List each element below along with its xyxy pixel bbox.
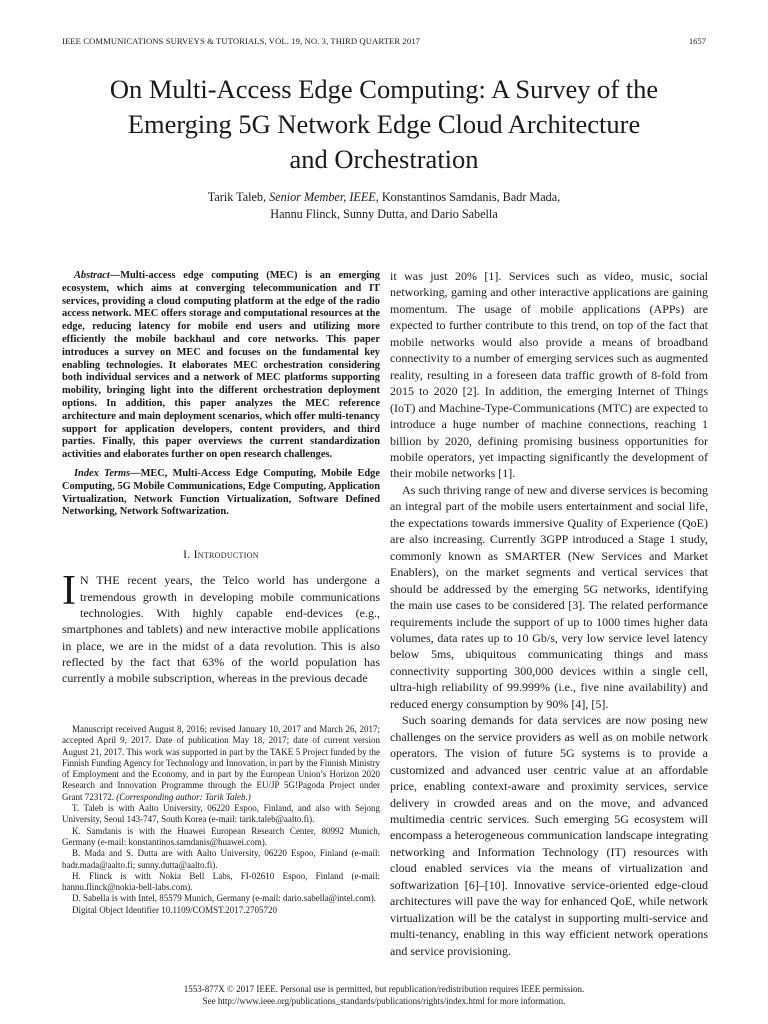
right-column [390, 268, 708, 959]
title-line-3: and Orchestration [289, 144, 479, 174]
footnote-flinck: H. Flinck is with Nokia Bell Labs, FI-02610 Espoo, Finland (e-mail: hannu.flinck@nokia-bell-labs.com). [62, 870, 380, 893]
intro-text: N THE recent years, the Telco world has undergone a tremendous growth in developing mobile communications technologies. With highly capable end-devices (e.g., smartphones and tablets) and new interactive mobile applications in place, we are in the midst of a data revolution. This is also reflected by the fact that 63% of the world population has currently a mobile subscription, whereas in the previous decade [62, 573, 380, 686]
footnote-corresponding: (Corresponding author: Tarik Taleb.) [116, 791, 251, 802]
index-terms-text: —MEC, Multi-Access Edge Computing, Mobile Edge Computing, 5G Mobile Communications, Edge Computing, Application Virtualization, Network Function Virtualization, Software Defined Networking, Network Softwarization. [62, 467, 380, 518]
copyright-line-2: See http://www.ieee.org/publications_standards/publications/rights/index.html for more information. [202, 995, 566, 1006]
footnote-mada: B. Mada and S. Dutta are with Aalto University, 06220 Espoo, Finland (e-mail: badr.mada@aalto.fi; sunny.dutta@aalto.fi). [62, 848, 380, 870]
index-terms [62, 468, 380, 519]
right-paragraph-3: Such soaring demands for data services are now posing new challenges on the service providers as well as on mobile network operators. The vision of future 5G systems is to provide a customized and advanced user centric value at an affordable price, enabling context-aware and proximity services, service delivery in crowded areas and on the move, and advanced multimedia centric services. Such emerging 5G ecosystem will encompass a heterogeneous communication landscape integrating networking and Information Technology (IT) resources with cloud enabled services via the means of virtualization and softwarization [6]–[10]. Innovative service-oriented edge-cloud architectures will pave the way for enhanced QoE, while network virtualization will be the catalyst in supporting multi-service and multi-tenancy, enabling in this way efficient network operations and service provisioning. [390, 713, 708, 958]
footnote-received-text: Manuscript received August 8, 2016; revised January 10, 2017 and March 26, 2017; accepted April 9, 2017. Date of publication May 18, 2017; date of current version August 21, 2017. This work was supported in part by the TAKE 5 Project funded by the Finnish Funding Agency for Technology and Innovation, in part by the Finnish Ministry of Employment and the Economy, and in part by the European Union’s Horizon 2020 Research and Innovation Programme through the EU/JP 5G!Pagoda Project under Grant 723172. [62, 724, 380, 802]
abstract [62, 270, 380, 462]
footnote-samdanis: K. Samdanis is with the Huawei European Research Center, 80992 Munich, Germany (e-mail: konstantinos.samdanis@huawei.com). [62, 825, 380, 847]
author-rest-line1: , Konstantinos Samdanis, Badr Mada, [375, 190, 561, 204]
author-first: Tarik Taleb, [207, 190, 270, 204]
copyright-notice [40, 984, 728, 1007]
section-numeral: I. [183, 549, 194, 562]
title-line-2: Emerging 5G Network Edge Cloud Architecture [127, 109, 641, 139]
author-list [40, 189, 728, 223]
author-line-2: Hannu Flinck, Sunny Dutta, and Dario Sabella [270, 207, 498, 221]
title-line-1: On Multi-Access Edge Computing: A Survey of the [109, 74, 659, 104]
abstract-lead: Abstract [74, 270, 110, 281]
footnote-sabella: D. Sabella is with Intel, 85579 Munich, Germany (e-mail: dario.sabella@intel.com). [72, 893, 376, 904]
page-number: 1657 [688, 36, 706, 46]
intro-paragraph [62, 568, 380, 686]
author-first-title: Senior Member, IEEE [269, 190, 376, 204]
right-paragraph-1: it was just 20% [1]. Services such as video, music, social networking, gaming and other interactive applications are gaining momentum. The usage of mobile applications (APPs) are expected to further contribute to this trend, on top of the fact that mobile networks would also provide a means of broadband connectivity to a number of emerging services such as augmented reality, resulting in a foreseen data traffic growth of 8-fold from 2015 to 2020 [2]. In addition, the emerging Internet of Things (IoT) and Machine-Type-Communications (MTC) are expected to introduce a huge number of machine connections, reaching 1 billion by 2020, defining promising business opportunities for mobile operators, yet impacting significantly the development of their mobile networks [1]. [390, 269, 708, 481]
right-paragraph-2: As such thriving range of new and diverse services is becoming an integral part of the mobile users entertainment and social life, the expectations towards immersive Quality of Experience (QoE) are also increasing. Currently 3GPP introduced a Stage 1 study, commonly known as SMARTER (New Services and Market Enablers), on the market segments and vertical services that should be addressed by the emerging 5G networks, identifying the main use cases to be considered [3]. The related performance requirements include the support of up to 1000 times higher data volumes, data rates up to 10 Gb/s, very low service level latency below 5ms, ubiquitous communicating things and mass connectivity supporting 300,000 devices within a single cell, ultra-high reliability of 99.999% (i.e., five nine availability) and reduced energy consumption by 90% [4], [5]. [390, 482, 708, 711]
footnotes [62, 724, 380, 916]
footnote-doi: Digital Object Identifier 10.1109/COMST.2017.2705720 [72, 904, 277, 915]
section-heading [62, 547, 380, 563]
footnote-received [62, 724, 380, 803]
copyright-line-1: 1553-877X © 2017 IEEE. Personal use is permitted, but republication/redistribution requires IEEE permission. [183, 984, 585, 994]
left-column [62, 270, 380, 686]
journal-header: IEEE COMMUNICATIONS SURVEYS & TUTORIALS, VOL. 19, NO. 3, THIRD QUARTER 2017 [62, 36, 421, 46]
section-title: Introduction [193, 549, 259, 562]
index-terms-lead: Index Terms [74, 467, 131, 479]
paper-title [40, 72, 728, 177]
footnote-taleb: T. Taleb is with Aalto University, 06220 Espoo, Finland, and also with Sejong University, Seoul 143-747, South Korea (e-mail: tarik.taleb@aalto.fi). [62, 803, 380, 825]
abstract-text: —Multi-access edge computing (MEC) is an emerging ecosystem, which aims at converging telecommunication and IT services, providing a cloud computing platform at the edge of the radio access network. MEC offers storage and computational resources at the edge, reducing latency for mobile end users and utilizing more efficiently the mobile backhaul and core networks. This paper introduces a survey on MEC and focuses on the fundamental key enabling technologies. It elaborates MEC orchestration considering both individual services and a network of MEC platforms supporting mobility, bringing light into the different orchestration deployment options. In addition, this paper analyzes the MEC reference architecture and main deployment scenarios, which offer multi-tenancy support for application developers, content providers, and third parties. Finally, this paper overviews the current standardization activities and elaborates further on open research challenges. [62, 270, 380, 461]
dropcap: I [62, 568, 76, 615]
